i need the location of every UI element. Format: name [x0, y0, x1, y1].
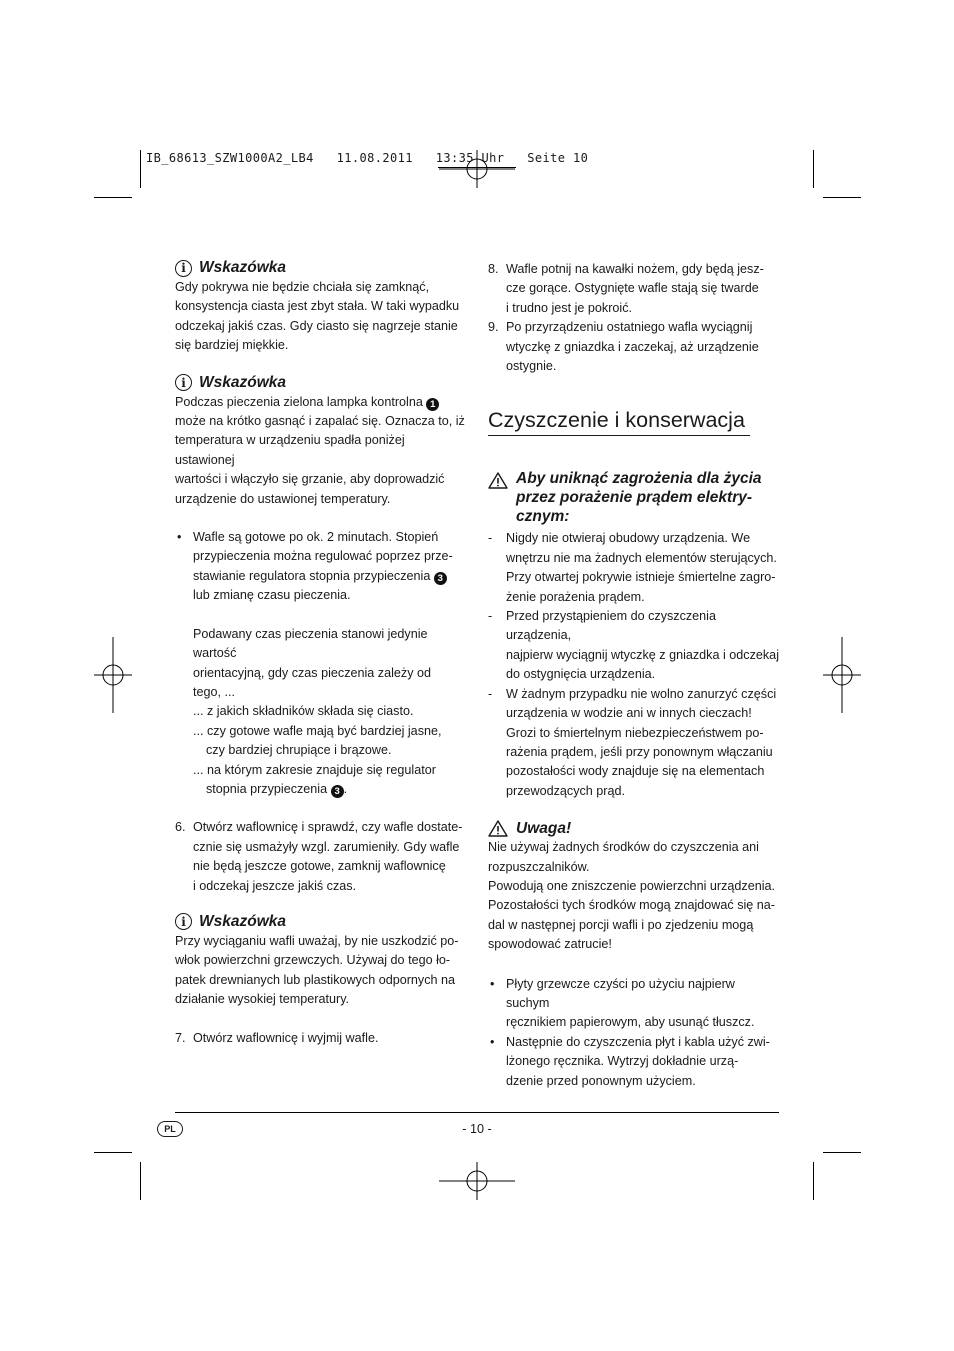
note-block — [175, 912, 467, 1010]
note-line: może na krótko gasnąć i zapalać się. Oznacza to, iż — [175, 414, 465, 429]
page-number: - 10 - — [462, 1122, 492, 1136]
note-line: się bardziej miękkie. — [175, 338, 289, 353]
browning-regulator-reference-badge: 3 — [331, 785, 344, 798]
left-column — [175, 258, 467, 1048]
baking-time-paragraph: Podawany czas pieczenia stanowi jedynie wartość orientacyjną, gdy czas pieczenia zależy od tego, ... ... z jakich składników składa się ciasto. ... czy gotowe wafle mają być bardziej jasne, czy bardziej chrupiące i brązowe. ... na którym zakresie znajduje się regulator stopnia przypieczenia 3 . — [175, 625, 467, 800]
warning-triangle-icon — [488, 820, 508, 837]
note-line: odczekaj jakiś czas. Gdy ciasto się nagrzeje stanie — [175, 318, 458, 333]
note-line: patek drewnianych lub plastikowych odpornych na — [175, 972, 456, 987]
note-line: działanie wysokiej temperatury. — [175, 992, 350, 1007]
bullet-item: • Płyty grzewcze czyści po użyciu najpierw suchym ręcznikiem papierowym, aby usunąć tłuszcz. — [488, 975, 780, 1033]
note-line: Przy wyciąganiu wafli uważaj, by nie uszkodzić po- — [175, 933, 459, 948]
caution-line: dal w następnej porcji wafli i po zjedzeniu mogą — [488, 917, 754, 932]
note-line: Podczas pieczenia zielona lampka kontrolna 1 — [175, 393, 467, 412]
step-item: 7. Otwórz waflownicę i wyjmij wafle. — [175, 1029, 467, 1048]
caution-line: spowodować zatrucie! — [488, 937, 612, 952]
info-icon: i — [175, 913, 192, 930]
right-column — [488, 260, 780, 1091]
note-heading — [175, 258, 467, 278]
browning-regulator-reference-badge: 3 — [434, 572, 447, 585]
caution-block — [488, 819, 780, 954]
step-number: 8. — [488, 262, 499, 276]
step-item: 6. Otwórz waflownicę i sprawdź, czy wafle dostate- cznie się usmażyły wzgl. zarumieniły. Gdy wafle nie będą jeszcze gotowe, zamknij waflownicę i odczekaj jeszcze jakiś czas. — [175, 820, 463, 893]
warning-item: - W żadnym przypadku nie wolno zanurzyć części urządzenia w wodzie ani w innych cieczach! Grozi to śmiertelnym niebezpieczeństwem po- rażenia prądem, jeśli przy ponownym włączaniu pozostałości wody znajduje się na elementach przewodzących prąd. — [488, 685, 780, 801]
dependency-item: ... na którym zakresie znajduje się regulator — [193, 762, 436, 777]
registration-mark-left — [94, 637, 132, 713]
note-line: temperatura w urządzeniu spadła poniżej ustawionej — [175, 433, 405, 467]
language-badge: PL — [157, 1121, 183, 1137]
info-icon: i — [175, 374, 192, 391]
print-slug-underline — [438, 167, 516, 168]
dependency-item: ... czy gotowe wafle mają być bardziej jasne, — [193, 723, 442, 738]
note-block — [175, 373, 467, 509]
step-number: 9. — [488, 320, 499, 335]
cleaning-bullets — [488, 975, 780, 1091]
warning-item: - Przed przystąpieniem do czyszczenia urządzenia, najpierw wyciągnij wtyczkę z gniazdka i odczekaj do ostygnięcia urządzenia. — [488, 607, 780, 685]
print-slug: IB_68613_SZW1000A2_LB4 11.08.2011 13:35 Uhr Seite 10 — [146, 151, 589, 165]
note-title: Wskazówka — [199, 912, 287, 930]
registration-mark-bottom — [437, 1162, 517, 1200]
note-title: Wskazówka — [199, 373, 287, 391]
bullet-item: • Wafle są gotowe po ok. 2 minutach. Stopień przypieczenia można regulować poprzez prze- stawianie regulatora stopnia przypieczenia 3 lub zmianę czasu pieczenia. — [175, 528, 467, 606]
step-item: 8. Wafle potnij na kawałki nożem, gdy będą jesz- cze gorące. Ostygnięte wafle stają się twarde i trudno jest je pokroić. — [488, 262, 764, 315]
section-title: Czyszczenie i konserwacja — [488, 407, 750, 436]
caution-title: Uwaga! — [516, 820, 572, 838]
note-heading — [175, 912, 467, 932]
bullet-item: • Następnie do czyszczenia płyt i kabla użyć zwi- lżonego ręcznika. Wytrzyj dokładnie urzą- dzenie przed ponownym użyciem. — [488, 1033, 780, 1091]
note-heading — [175, 373, 467, 393]
caution-line: rozpuszczalników. — [488, 859, 590, 874]
step-number: 6. — [175, 820, 186, 835]
step-number: 7. — [175, 1030, 186, 1045]
info-icon: i — [175, 260, 192, 277]
footer-rule — [175, 1112, 779, 1113]
note-line: włok powierzchni grzewczych. Używaj do tego ło- — [175, 953, 451, 968]
note-title: Wskazówka — [199, 259, 287, 276]
danger-warning — [488, 469, 780, 801]
caution-line: Powodują one zniszczenie powierzchni urządzenia. — [488, 878, 776, 893]
control-lamp-reference-badge: 1 — [426, 398, 439, 411]
registration-mark-right — [823, 637, 861, 713]
caution-line: Pozostałości tych środków mogą znajdować się na- — [488, 898, 775, 913]
note-line: wartości i włączyło się grzanie, aby doprowadzić — [175, 472, 445, 487]
note-line: urządzenie do ustawionej temperatury. — [175, 491, 391, 506]
step-item: 9. Po przyrządzeniu ostatniego wafla wyciągnij wtyczkę z gniazdka i zaczekaj, aż urządzenie ostygnie. — [488, 320, 759, 374]
danger-warning-title: Aby uniknąć zagrożenia dla życia przez porażenie prądem elektry- cznym: — [516, 470, 762, 526]
warning-triangle-icon — [488, 472, 508, 489]
note-block — [175, 258, 467, 356]
caution-line: Nie używaj żadnych środków do czyszczenia ani — [488, 840, 759, 855]
warning-item: - Nigdy nie otwieraj obudowy urządzenia. We wnętrzu nie ma żadnych elementów sterujących. Przy otwartej pokrywie istnieje śmiertelne zagro- żenie porażenia prądem. — [488, 529, 780, 607]
note-line: Gdy pokrywa nie będzie chciała się zamknąć, — [175, 280, 430, 294]
note-line: konsystencja ciasta jest zbyt stała. W taki wypadku — [175, 299, 460, 314]
dependency-item: ... z jakich składników składa się ciasto. — [193, 704, 414, 719]
